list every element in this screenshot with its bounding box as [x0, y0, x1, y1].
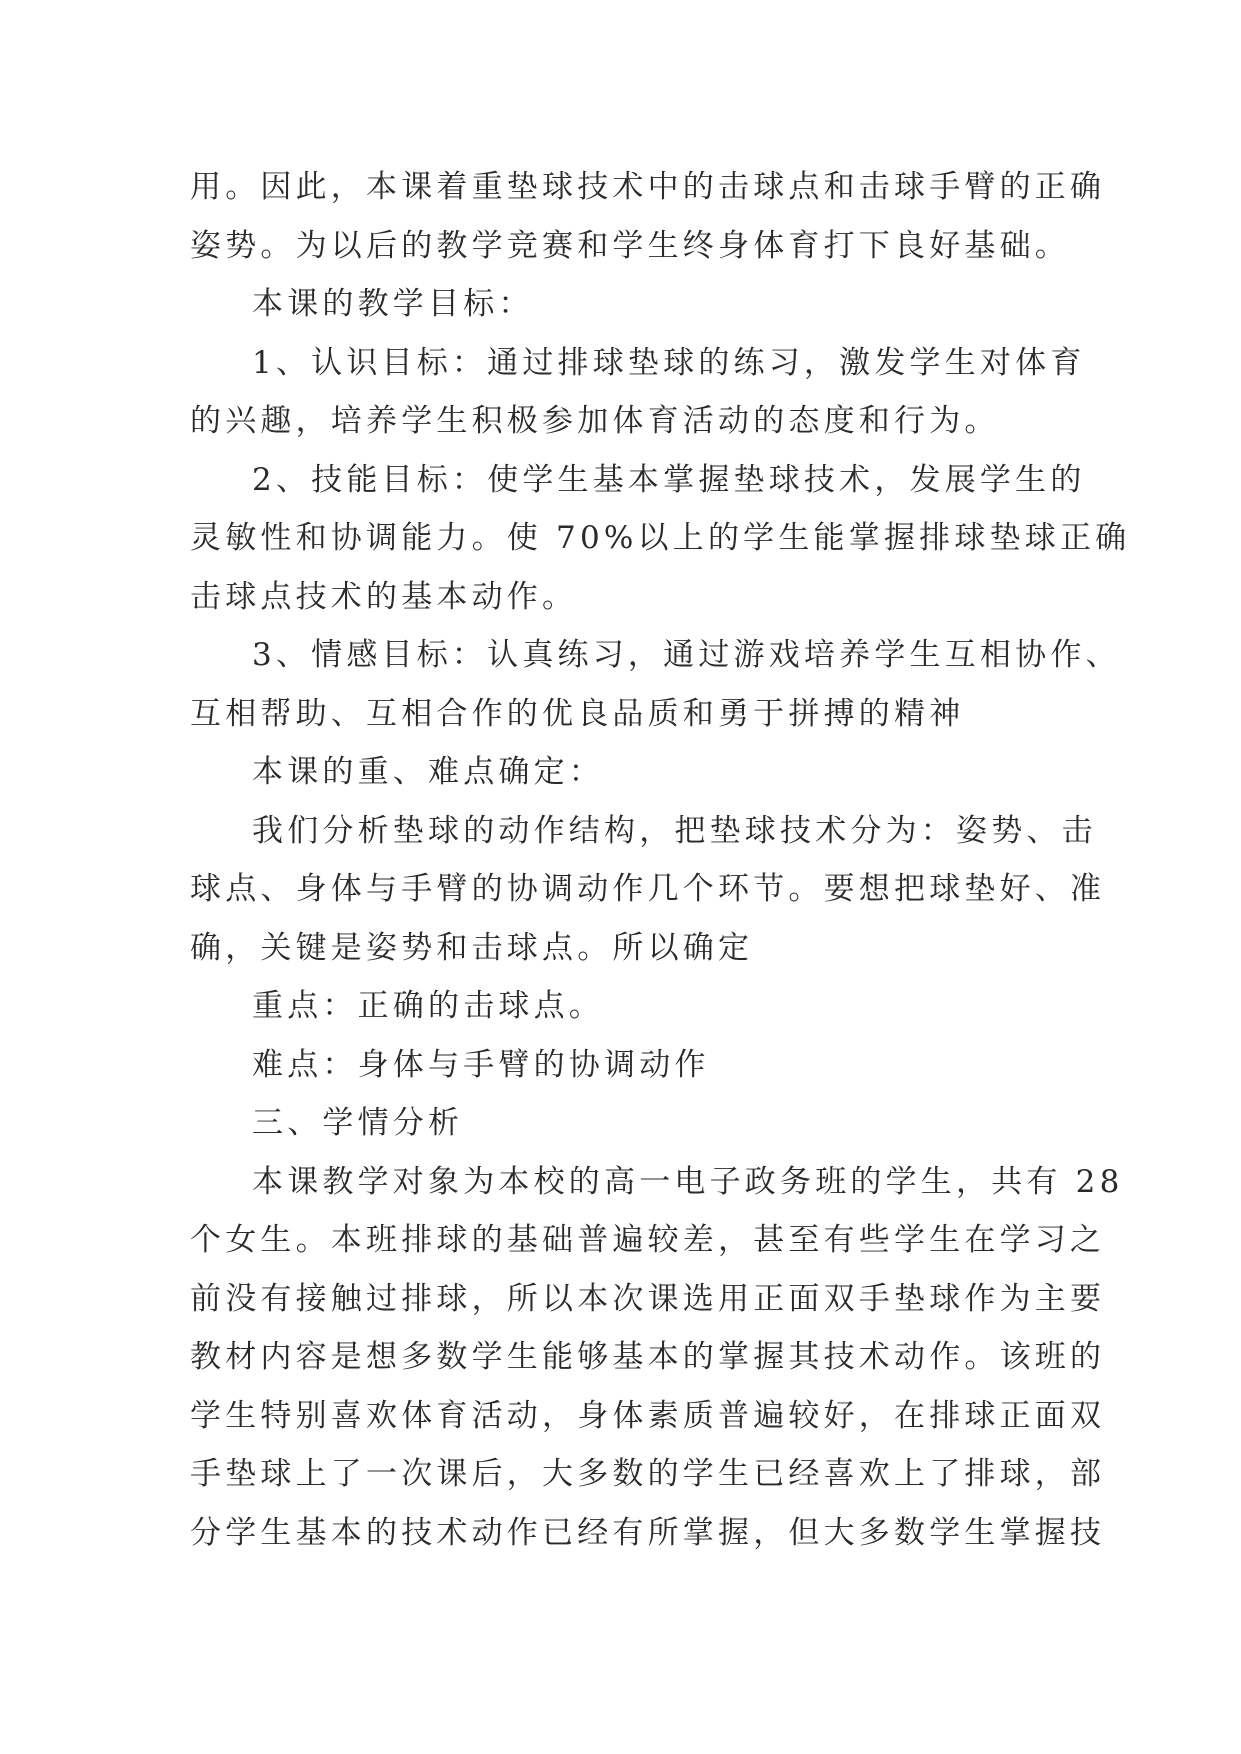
text-line: 1、认识目标：通过排球垫球的练习，激发学生对体育: [252, 344, 1086, 381]
section-heading-student-analysis: 三、学情分析: [252, 1105, 464, 1141]
text-line: 击球点技术的基本动作。: [190, 578, 578, 615]
text-line: 分学生基本的技术动作已经有所掌握，但大多数学生掌握技: [190, 1514, 1106, 1551]
text-line: 用。因此，本课着重垫球技术中的击球点和击球手臂的正确: [190, 169, 1106, 205]
text-line: 我们分析垫球的动作结构，把垫球技术分为：姿势、击: [252, 812, 1097, 849]
text-line: 灵敏性和协调能力。使 70%以上的学生能掌握排球垫球正确: [190, 520, 1131, 556]
body-text: [190, 158, 1131, 1562]
text-line: 前没有接触过排球，所以本次课选用正面双手垫球作为主要: [190, 1280, 1106, 1317]
text-line: 确，关键是姿势和击球点。所以确定: [190, 929, 754, 966]
text-line: 重点：正确的击球点。: [252, 988, 604, 1024]
text-line: 个女生。本班排球的基础普遍较差，甚至有些学生在学习之: [190, 1222, 1106, 1258]
text-line: 姿势。为以后的教学竞赛和学生终身体育打下良好基础。: [190, 227, 1070, 264]
text-line: 3、情感目标：认真练习，通过游戏培养学生互相协作、: [252, 637, 1121, 673]
text-line: 教材内容是想多数学生能够基本的掌握其技术动作。该班的: [190, 1339, 1106, 1375]
text-line: 2、技能目标：使学生基本掌握垫球技术，发展学生的: [252, 461, 1086, 498]
section-heading-key-points: 本课的重、难点确定：: [252, 754, 604, 790]
text-line: 学生特别喜欢体育活动，身体素质普遍较好，在排球正面双: [190, 1397, 1106, 1434]
text-line: 互相帮助、互相合作的优良品质和勇于拼搏的精神: [190, 695, 965, 732]
section-heading-teaching-goals: 本课的教学目标：: [252, 286, 534, 322]
text-line: 的兴趣，培养学生积极参加体育活动的态度和行为。: [190, 403, 1000, 439]
text-line: 难点：身体与手臂的协调动作: [252, 1046, 710, 1083]
text-line: 球点、身体与手臂的协调动作几个环节。要想把球垫好、准: [190, 871, 1106, 907]
text-line: 手垫球上了一次课后，大多数的学生已经喜欢上了排球，部: [190, 1456, 1106, 1492]
text-line: 本课教学对象为本校的高一电子政务班的学生，共有 28: [252, 1163, 1124, 1200]
